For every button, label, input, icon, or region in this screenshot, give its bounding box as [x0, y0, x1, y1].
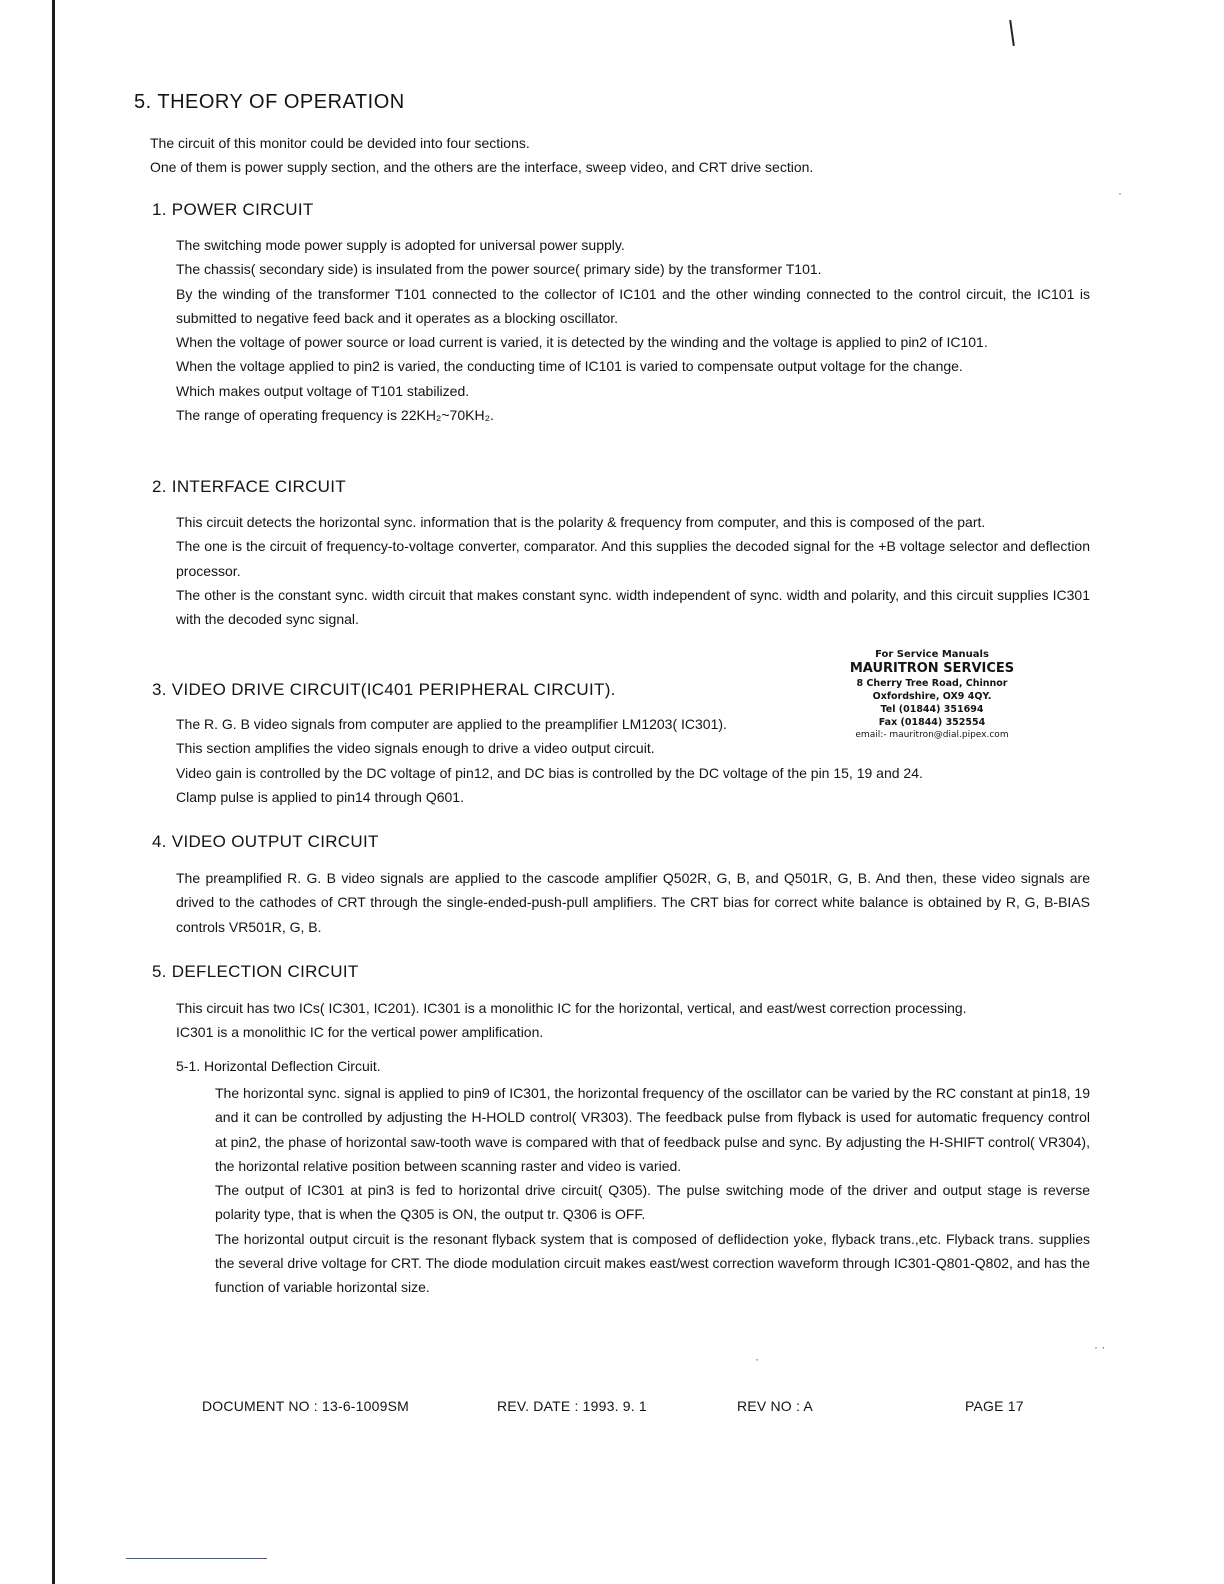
paragraph: This section amplifies the video signals enough to drive a video output circuit. — [176, 740, 655, 757]
section-heading-deflection: 5. DEFLECTION CIRCUIT — [152, 962, 359, 981]
paragraph: Which makes output voltage of T101 stabilized. — [176, 382, 470, 399]
section-heading-video-output: 4. VIDEO OUTPUT CIRCUIT — [152, 832, 379, 851]
section-heading-interface: 2. INTERFACE CIRCUIT — [152, 477, 346, 496]
intro-text — [150, 131, 813, 179]
paragraph: The output of IC301 at pin3 is fed to horizontal drive circuit( Q305). The pulse switching mode of the driver and output stage is reverse polarity type, that is when the Q305 is ON, the output tr. Q306 is OFF. — [215, 1182, 1090, 1223]
stamp-line: Tel (01844) 351694 — [880, 704, 984, 715]
paragraph: The one is the circuit of frequency-to-voltage converter, comparator. And this supplies the decoded signal for the +B voltage selector and deflection processor. — [176, 538, 1090, 579]
subsection-heading-horizontal-deflection: 5-1. Horizontal Deflection Circuit. — [176, 1058, 381, 1074]
paragraph: When the voltage applied to pin2 is varied, the conducting time of IC101 is varied to compensate output voltage for the change. — [176, 358, 963, 375]
intro-line: One of them is power supply section, and the others are the interface, sweep video, and CRT drive section. — [150, 159, 814, 175]
section-body-video-drive — [176, 712, 1090, 809]
section-body-interface — [176, 510, 1090, 631]
paragraph: The other is the constant sync. width circuit that makes constant sync. width independent of sync. width and polarity, and this circuit supplies IC301 with the decoded sync signal. — [176, 586, 1090, 628]
stamp-email: email:- mauritron@dial.pipex.com — [855, 730, 1009, 740]
paragraph: The R. G. B video signals from computer are applied to the preamplifier LM1203( IC301). — [176, 716, 727, 732]
paragraph: Clamp pulse is applied to pin14 through Q601. — [176, 788, 464, 805]
paragraph: This circuit has two ICs( IC301, IC201). IC301 is a monolithic IC for the horizontal, vertical, and east/west correction processing. — [176, 1000, 967, 1016]
footer-revision-number: REV NO : A — [737, 1398, 813, 1414]
stamp-line: Fax (01844) 352554 — [878, 717, 986, 728]
scan-speck: · — [1118, 186, 1122, 200]
paragraph: The preamplified R. G. B video signals are applied to the cascode amplifier Q502R, G, B, and Q501R, G, B. And then, these video signals are drived to the cathodes of CRT through the single-ended-push-pull amplifiers. The CRT bias for correct white balance is obtained by R, G, B-BIAS controls VR501R, G, B. — [176, 870, 1090, 935]
section-body-deflection — [176, 996, 1090, 1045]
intro-line: The circuit of this monitor could be devided into four sections. — [150, 135, 530, 151]
paragraph: The range of operating frequency is 22KH₂~70KH₂. — [176, 407, 494, 424]
paragraph: The chassis( secondary side) is insulated from the power source( primary side) by the transformer T101. — [176, 261, 822, 278]
footer-document-number: DOCUMENT NO : 13-6-1009SM — [202, 1398, 410, 1414]
section-heading-power: 1. POWER CIRCUIT — [152, 200, 314, 219]
stamp-line: 8 Cherry Tree Road, Chinnor — [856, 678, 1008, 689]
footnote-rule — [126, 1558, 267, 1559]
scan-speck: · — [755, 1352, 759, 1366]
paragraph: Video gain is controlled by the DC voltage of pin12, and DC bias is controlled by the DC voltage of the pin 15, 19 and 24. — [176, 764, 923, 781]
scan-speck: · · — [1094, 1340, 1106, 1354]
binding-edge-line — [52, 0, 55, 1584]
footer-page-number: PAGE 17 — [965, 1398, 1024, 1414]
paragraph: The horizontal sync. signal is applied to pin9 of IC301, the horizontal frequency of the oscillator can be varied by the RC constant at pin18, 19 and it can be controlled by adjusting the H-HOLD control( VR303). The feedback pulse from flyback is used for automatic frequency control at pin2, the phase of horizontal saw-tooth wave is compared with that of feedback pulse and sync. By adjusting the H-SHIFT control( VR304), the horizontal relative position between scanning raster and video is varied. — [215, 1085, 1090, 1174]
paragraph: IC301 is a monolithic IC for the vertical power amplification. — [176, 1024, 544, 1041]
page-title: 5. THEORY OF OPERATION — [134, 91, 405, 113]
footer-revision-date: REV. DATE : 1993. 9. 1 — [497, 1398, 647, 1414]
paragraph: By the winding of the transformer T101 connected to the collector of IC101 and the other winding connected to the control circuit, the IC101 is submitted to negative feed back and it operates as a blocking oscillator. — [176, 285, 1090, 326]
corner-pen-mark — [1009, 20, 1015, 46]
stamp-line: Oxfordshire, OX9 4QY. — [872, 691, 992, 702]
section-body-power — [176, 233, 1090, 427]
section-heading-video-drive: 3. VIDEO DRIVE CIRCUIT(IC401 PERIPHERAL CIRCUIT). — [152, 680, 616, 699]
paragraph: This circuit detects the horizontal sync. information that is the polarity & frequency from computer, and this is composed of the part. — [176, 514, 986, 530]
section-body-video-output — [176, 866, 1090, 939]
paragraph: The switching mode power supply is adopted for universal power supply. — [176, 237, 625, 253]
paragraph: The horizontal output circuit is the resonant flyback system that is composed of deflidection yoke, flyback trans.,etc. Flyback trans. supplies the several drive voltage for CRT. The diode modulation circuit makes east/west correction waveform through IC301-Q801-Q802, and has the function of variable horizontal size. — [215, 1230, 1090, 1296]
stamp-company: MAURITRON SERVICES — [849, 661, 1015, 676]
stamp-line: For Service Manuals — [875, 649, 989, 660]
subsection-body-horizontal-deflection — [215, 1081, 1090, 1300]
paragraph: When the voltage of power source or load current is varied, it is detected by the winding and the voltage is applied to pin2 of IC101. — [176, 334, 988, 351]
